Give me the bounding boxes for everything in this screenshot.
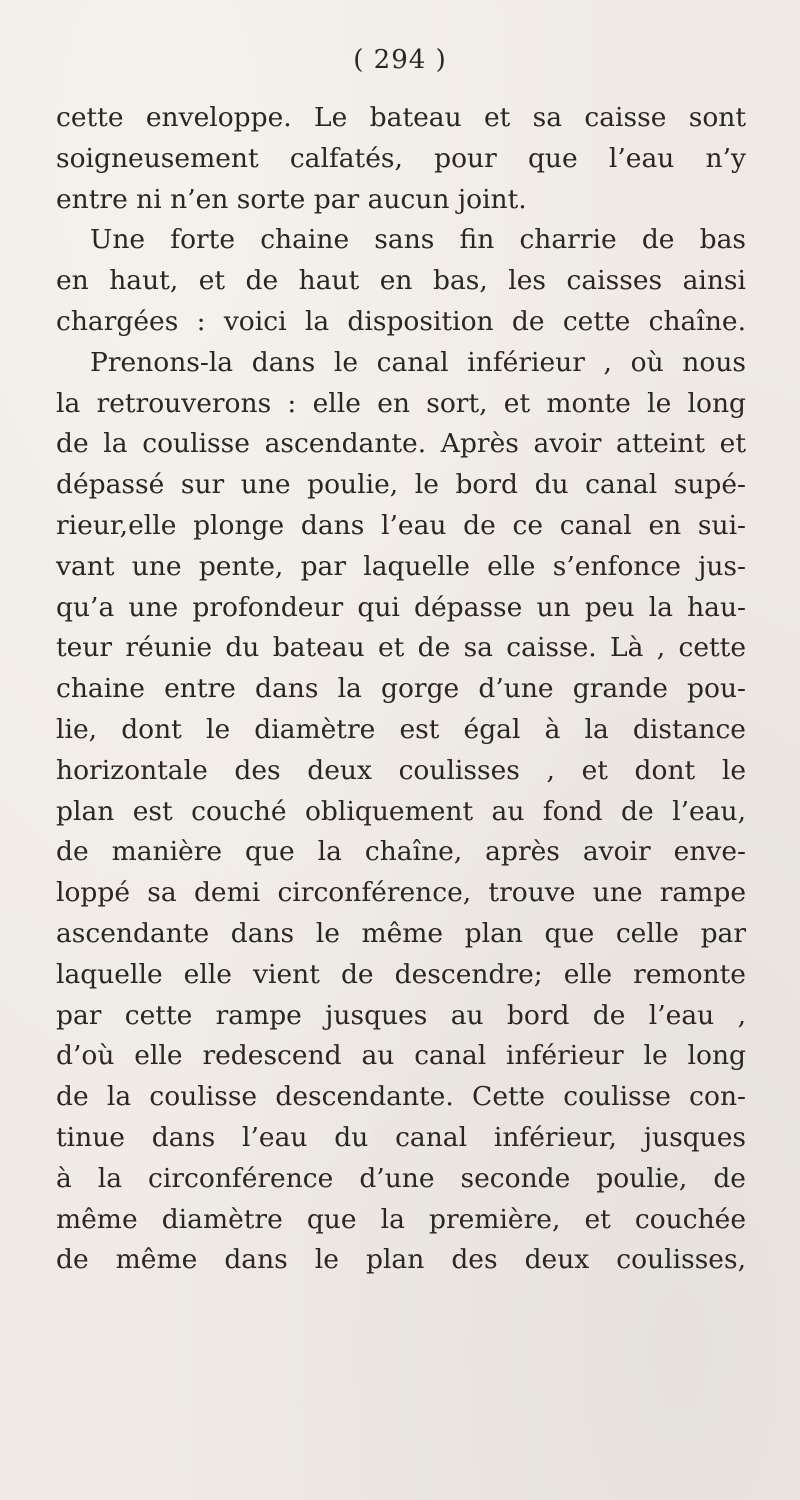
text-line: cette enveloppe. Le bateau et sa caisse sont (56, 102, 746, 133)
text-line: de la coulisse descendante. Cette coulisse con- (56, 1081, 746, 1113)
text-line: la retrouverons : elle en sort, et monte le long (56, 387, 746, 419)
text-line: plan est couché obliquement au fond de l’eau, (56, 795, 746, 827)
text-line: de la coulisse ascendante. Après avoir atteint et (56, 428, 746, 460)
text-line: rieur,elle plonge dans l’eau de ce canal en sui- (56, 509, 746, 541)
text-line: même diamètre que la première, et couchée (56, 1203, 746, 1235)
text-line: tinue dans l’eau du canal inférieur, jusques (56, 1121, 746, 1153)
text-line: chargées : voici la disposition de cette chaîne. (56, 305, 746, 337)
text-line: lie, dont le diamètre est égal à la distance (56, 713, 746, 745)
text-line: de même dans le plan des deux coulisses, (56, 1244, 746, 1276)
text-line: ascendante dans le même plan que celle par (56, 917, 746, 949)
text-line: teur réunie du bateau et de sa caisse. Là , cette (56, 632, 746, 664)
text-line: qu’a une profondeur qui dépasse un peu la hau- (56, 591, 746, 623)
text-line: Une forte chaine sans fin charrie de bas (90, 224, 746, 256)
text-line: laquelle elle vient de descendre; elle remonte (56, 958, 746, 990)
text-line: vant une pente, par laquelle elle s’enfonce jus- (56, 550, 746, 582)
text-line: de manière que la chaîne, après avoir enve- (56, 836, 746, 868)
text-line: entre ni n’en sorte par aucun joint. (56, 183, 527, 215)
page-number: ( 294 ) (353, 45, 447, 75)
text-line: par cette rampe jusques au bord de l’eau , (56, 999, 746, 1031)
text-line: Prenons-la dans le canal inférieur , où nous (90, 346, 746, 378)
text-line: d’où elle redescend au canal inférieur le long (56, 1040, 746, 1072)
text-line: en haut, et de haut en bas, les caisses ainsi (56, 265, 746, 297)
body-text (56, 98, 746, 1281)
text-line: horizontale des deux coulisses , et dont le (56, 754, 746, 786)
text-line: chaine entre dans la gorge d’une grande pou- (56, 673, 746, 705)
text-line: loppé sa demi circonférence, trouve une rampe (56, 877, 746, 909)
text-line: à la circonférence d’une seconde poulie, de (56, 1162, 746, 1194)
text-line: soigneusement calfatés, pour que l’eau n’y (56, 142, 746, 174)
text-line: dépassé sur une poulie, le bord du canal supé- (56, 469, 746, 501)
